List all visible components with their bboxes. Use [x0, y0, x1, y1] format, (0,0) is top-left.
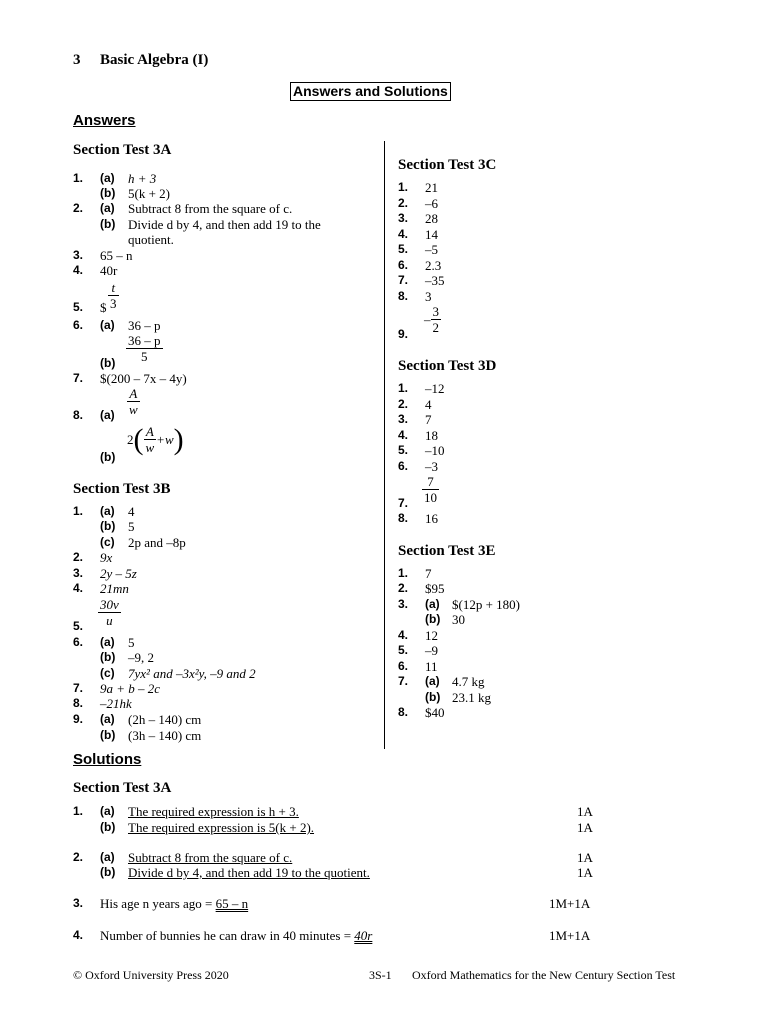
q2a-label: (a) — [100, 201, 115, 215]
d-q7-fraction — [422, 474, 439, 505]
q8b-label: (b) — [100, 450, 116, 464]
b-q6-number: 6. — [73, 635, 84, 649]
section-3e-title: Section Test 3E — [398, 543, 496, 559]
item-answer: 7 — [425, 412, 432, 427]
q8b-coefficient: 2 — [127, 432, 134, 447]
b-q5-fraction — [98, 597, 121, 628]
e-q1-answer: 7 — [425, 566, 432, 581]
q8b-plus-w: +w — [156, 432, 174, 447]
answers-heading: Answers — [73, 112, 136, 129]
e-q7a-label: (a) — [425, 674, 440, 688]
item-answer: 14 — [425, 226, 438, 242]
sol-q2b-mark: 1A — [577, 865, 593, 880]
sol-q1a-label: (a) — [100, 804, 115, 818]
q6a-answer: 36 – p — [128, 318, 161, 333]
q8-number: 8. — [73, 408, 84, 422]
b-q4-number: 4. — [73, 581, 84, 595]
b-q9a-label: (a) — [100, 712, 115, 726]
sol-q3-text — [100, 896, 248, 911]
e-q3b-label: (b) — [425, 612, 441, 626]
section-3b-title: Section Test 3B — [73, 481, 171, 497]
sol-q1-number: 1. — [73, 804, 84, 818]
sol-q2a-label: (a) — [100, 850, 115, 864]
b-q1a-label: (a) — [100, 504, 115, 518]
item-answer: 28 — [425, 211, 438, 226]
item-number: 2. — [398, 195, 409, 210]
q6b-numerator: 36 – p — [128, 333, 161, 348]
b-q6b-label: (b) — [100, 650, 116, 664]
item-number: 6. — [398, 458, 409, 473]
solutions-3a-title: Section Test 3A — [73, 780, 172, 796]
e-q7b-label: (b) — [425, 690, 441, 704]
b-q6c-label: (c) — [100, 666, 115, 680]
q6-number: 6. — [73, 318, 84, 332]
q6b-fraction — [126, 333, 163, 364]
b-q1b-label: (b) — [100, 519, 116, 533]
item-number: 5. — [398, 443, 409, 457]
q8a-denominator: w — [129, 402, 138, 417]
q5-denominator: 3 — [110, 296, 117, 311]
sol-q2a-text: Subtract 8 from the square of c. — [128, 850, 293, 865]
item-number: 8. — [398, 288, 409, 303]
q3-answer: 65 – n — [100, 248, 133, 263]
e-q5-answer: –9 — [425, 643, 438, 658]
sol-q3-answer: 65 – n — [215, 896, 249, 911]
item-answer: 3 — [425, 288, 432, 304]
footer-book-title: Oxford Mathematics for the New Century Section Test — [412, 968, 676, 982]
c-q9-denominator: 2 — [432, 320, 439, 335]
q2b-label: (b) — [100, 217, 116, 231]
q1b-label: (b) — [100, 186, 116, 200]
sol-q3-mark: 1M+1A — [549, 896, 591, 911]
sol-q4-text — [100, 928, 372, 943]
b-q9b-answer: (3h – 140) cm — [128, 728, 202, 743]
section-3d-title: Section Test 3D — [398, 358, 497, 374]
e-q8-answer: $40 — [425, 705, 445, 720]
d-q7-denominator: 10 — [424, 490, 437, 505]
q2-number: 2. — [73, 201, 84, 215]
d-q8-number: 8. — [398, 511, 409, 525]
sol-q3-number: 3. — [73, 896, 84, 910]
b-q8-number: 8. — [73, 696, 84, 710]
q8a-label: (a) — [100, 408, 115, 422]
footer-copyright: © Oxford University Press 2020 — [73, 968, 229, 982]
item-number: 7. — [398, 273, 409, 287]
sol-q1b-label: (b) — [100, 820, 116, 834]
e-q7b-answer: 23.1 kg — [452, 690, 491, 705]
b-q9b-label: (b) — [100, 728, 116, 742]
item-answer: 21 — [425, 180, 438, 195]
b-q1c-label: (c) — [100, 535, 115, 549]
q5-fraction — [108, 280, 119, 311]
sol-q2b-label: (b) — [100, 865, 116, 879]
e-q4-answer: 12 — [425, 628, 438, 643]
item-number: 2. — [398, 396, 409, 411]
sol-q1b-mark: 1A — [577, 820, 593, 835]
item-answer: –6 — [425, 195, 438, 211]
c-q9-numerator: 3 — [432, 304, 439, 319]
e-q7-number: 7. — [398, 674, 409, 688]
e-q5-number: 5. — [398, 643, 409, 657]
sol-q4-number: 4. — [73, 928, 84, 942]
item-answer: –5 — [425, 242, 438, 257]
b-q5-numerator: 30v — [100, 597, 119, 612]
b-q1-number: 1. — [73, 504, 84, 518]
sol-q2b-text: Divide d by 4, and then add 19 to the quotient. — [128, 865, 370, 880]
b-q1b-answer: 5 — [128, 519, 135, 534]
b-q9a-answer: (2h – 140) cm — [128, 712, 202, 727]
c-q9-fraction — [424, 304, 441, 335]
b-q6c-answer: 7yx² and –3x²y, –9 and 2 — [128, 666, 256, 681]
item-number: 4. — [398, 226, 409, 241]
item-number: 3. — [398, 412, 409, 426]
item-number: 1. — [398, 381, 409, 395]
section-3a-title: Section Test 3A — [73, 142, 172, 158]
b-q8-answer: –21hk — [100, 696, 132, 711]
q6a-label: (a) — [100, 318, 115, 332]
item-number: 5. — [398, 242, 409, 256]
sol-q4-answer: 40r — [354, 928, 373, 943]
b-q1c-answer: 2p and –8p — [128, 535, 186, 550]
q2a-answer: Subtract 8 from the square of c. — [128, 201, 293, 216]
sol-q1a-text: The required expression is h + 3. — [128, 804, 299, 819]
sol-q2a-mark: 1A — [577, 850, 593, 865]
q5-number: 5. — [73, 300, 84, 314]
e-q3-number: 3. — [398, 597, 409, 611]
b-q6a-answer: 5 — [128, 635, 135, 650]
sol-q1b-text: The required expression is 5(k + 2). — [128, 820, 315, 835]
b-q2-answer: 9x — [100, 550, 113, 565]
solutions-heading: Solutions — [73, 751, 142, 768]
e-q1-number: 1. — [398, 566, 409, 580]
q8b-expression: 2( $\frac{A}{w}$ +w) — [127, 423, 184, 456]
e-q8-number: 8. — [398, 705, 409, 719]
page-title: Answers and Solutions — [290, 82, 451, 101]
column-divider — [384, 141, 385, 749]
item-answer: –35 — [425, 273, 445, 288]
d-q7-numerator: 7 — [422, 474, 439, 490]
q2b-answer-line2: quotient. — [128, 232, 174, 247]
b-q4-answer: 21mn — [100, 581, 129, 596]
e-q4-number: 4. — [398, 628, 409, 642]
section-3c-title: Section Test 3C — [398, 157, 497, 173]
b-q2-number: 2. — [73, 550, 84, 564]
b-q3-answer: 2y – 5z — [100, 566, 137, 581]
d-q7-number: 7. — [398, 496, 409, 510]
q1a-answer: h + 3 — [128, 171, 157, 186]
q1-number: 1. — [73, 171, 84, 185]
q3-number: 3. — [73, 248, 84, 262]
q8a-fraction — [127, 386, 140, 417]
item-number: 3. — [398, 211, 409, 225]
c-q9-sign: – — [424, 312, 431, 327]
chapter-title: Basic Algebra (I) — [100, 52, 209, 68]
item-answer: 4 — [425, 396, 432, 412]
sol-q1a-mark: 1A — [577, 804, 593, 819]
b-q1a-answer: 4 — [128, 504, 135, 519]
b-q3-number: 3. — [73, 566, 84, 580]
b-q7-answer: 9a + b – 2c — [100, 681, 161, 696]
item-answer: 18 — [425, 427, 438, 443]
sol-q3-prefix: His age n years ago = — [100, 896, 216, 911]
q6b-label: (b) — [100, 356, 116, 370]
q7-number: 7. — [73, 371, 84, 385]
e-q6-number: 6. — [398, 659, 409, 673]
q4-number: 4. — [73, 263, 84, 277]
b-q6a-label: (a) — [100, 635, 115, 649]
c-q9-number: 9. — [398, 327, 409, 341]
item-number: 4. — [398, 427, 409, 442]
sol-q4-prefix: Number of bunnies he can draw in 40 minutes = — [100, 928, 355, 943]
b-q5-number: 5. — [73, 619, 84, 633]
b-q7-number: 7. — [73, 681, 84, 695]
q8a-numerator: A — [127, 386, 140, 402]
q5-dollar: $ — [100, 300, 107, 315]
b-q6b-answer: –9, 2 — [128, 650, 154, 665]
b-q9-number: 9. — [73, 712, 84, 726]
item-answer: –3 — [425, 458, 438, 474]
chapter-number: 3 — [73, 52, 81, 68]
q1a-label: (a) — [100, 171, 115, 185]
e-q7a-answer: 4.7 kg — [452, 674, 485, 689]
e-q6-answer: 11 — [425, 659, 438, 674]
sol-q2-number: 2. — [73, 850, 84, 864]
b-q5-denominator: u — [106, 613, 113, 628]
item-answer: 2.3 — [425, 257, 442, 273]
e-q3a-label: (a) — [425, 597, 440, 611]
q4-answer: 40r — [100, 263, 118, 278]
q6b-denominator: 5 — [141, 349, 148, 364]
item-answer: –10 — [425, 443, 445, 458]
item-answer: –12 — [425, 381, 445, 396]
footer-page-number: 3S-1 — [369, 968, 392, 982]
sol-q4-mark: 1M+1A — [549, 928, 591, 943]
q2b-answer-line1: Divide d by 4, and then add 19 to the — [128, 217, 321, 232]
e-q2-number: 2. — [398, 581, 409, 595]
item-number: 6. — [398, 257, 409, 272]
q8b-numerator: A — [144, 424, 157, 440]
d-q8-answer: 16 — [425, 511, 438, 526]
e-q2-answer: $95 — [425, 581, 445, 596]
item-number: 1. — [398, 180, 409, 194]
q8b-denominator: w — [145, 440, 155, 455]
e-q3b-answer: 30 — [452, 612, 465, 627]
q7-answer: $(200 – 7x – 4y) — [100, 371, 187, 386]
q1b-answer: 5(k + 2) — [128, 186, 170, 201]
e-q3a-answer: $(12p + 180) — [452, 597, 520, 612]
q5-numerator: t — [108, 280, 119, 296]
